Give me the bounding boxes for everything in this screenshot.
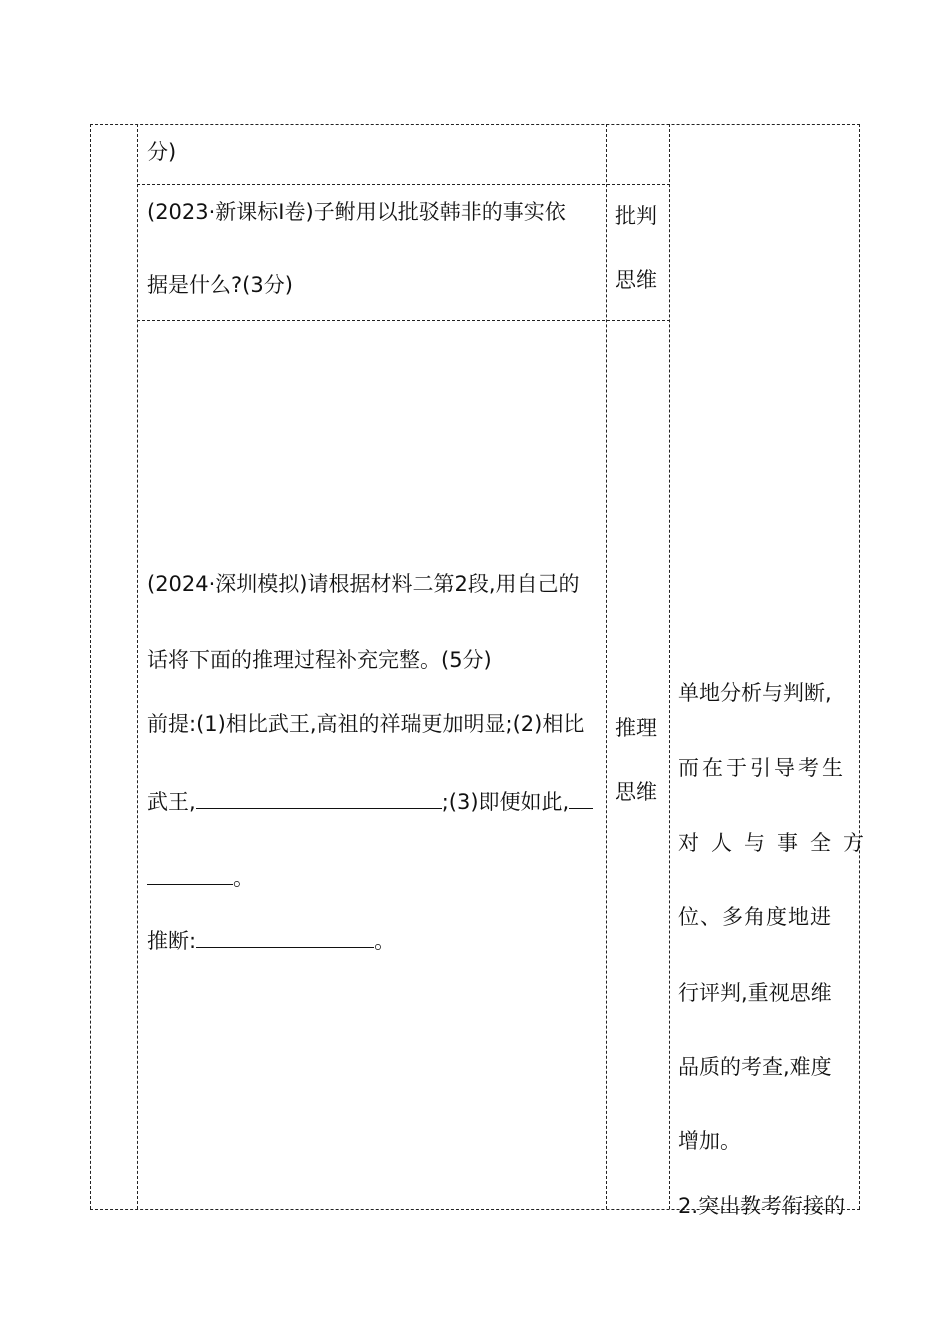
inference-blank[interactable]	[196, 929, 374, 948]
row-divider-2	[137, 320, 670, 321]
notes-line-5: 行评判,重视思维	[678, 981, 832, 1005]
skill-critical-line1: 批判	[615, 204, 657, 228]
premise-line3	[147, 866, 254, 889]
row-divider-1	[137, 184, 670, 185]
inference-period: 。	[374, 929, 396, 953]
notes-line-4: 位、多角度地进	[678, 905, 832, 929]
table-column-divider-2	[606, 124, 607, 1209]
notes-line-2: 而在于引导考生	[678, 756, 846, 780]
notes-line-3: 对人与事全方	[678, 831, 876, 855]
row0-continuation-text: 分)	[147, 140, 177, 164]
question-2023-line1: (2023·新课标Ⅰ卷)子鲋用以批驳韩非的事实依	[147, 200, 566, 224]
question-2024-line1: (2024·深圳模拟)请根据材料二第2段,用自己的	[147, 572, 580, 596]
premise-blank-2-start[interactable]	[569, 790, 593, 809]
table-column-divider-1	[137, 124, 138, 1209]
skill-reasoning-line2: 思维	[615, 780, 657, 804]
premise-line1: 前提:(1)相比武王,高祖的祥瑞更加明显;(2)相比	[147, 712, 585, 736]
notes-line-8: 2.突出教考衔接的	[678, 1194, 846, 1218]
table-column-divider-3	[669, 124, 670, 1209]
skill-critical-line2: 思维	[615, 268, 657, 292]
premise-line3-period: 。	[233, 866, 254, 890]
inference-line	[147, 929, 395, 952]
notes-line-1: 单地分析与判断,	[678, 681, 832, 705]
table-border-right	[859, 124, 860, 1209]
notes-line-6: 品质的考查,难度	[678, 1055, 832, 1079]
question-2023-line2: 据是什么?(3分)	[147, 273, 293, 297]
inference-label: 推断:	[147, 929, 197, 953]
premise-blank-2-end[interactable]	[147, 866, 233, 885]
table-border-top	[90, 124, 860, 125]
premise-line2	[147, 790, 593, 813]
table-border-left	[90, 124, 91, 1209]
premise-blank-1[interactable]	[196, 790, 442, 809]
premise-line2-middle: ;(3)即便如此,	[441, 790, 570, 814]
notes-line-7: 增加。	[678, 1129, 741, 1153]
question-2024-line2: 话将下面的推理过程补充完整。(5分)	[147, 648, 492, 672]
premise-line2-start: 武王,	[147, 790, 196, 814]
skill-reasoning-line1: 推理	[615, 716, 657, 740]
